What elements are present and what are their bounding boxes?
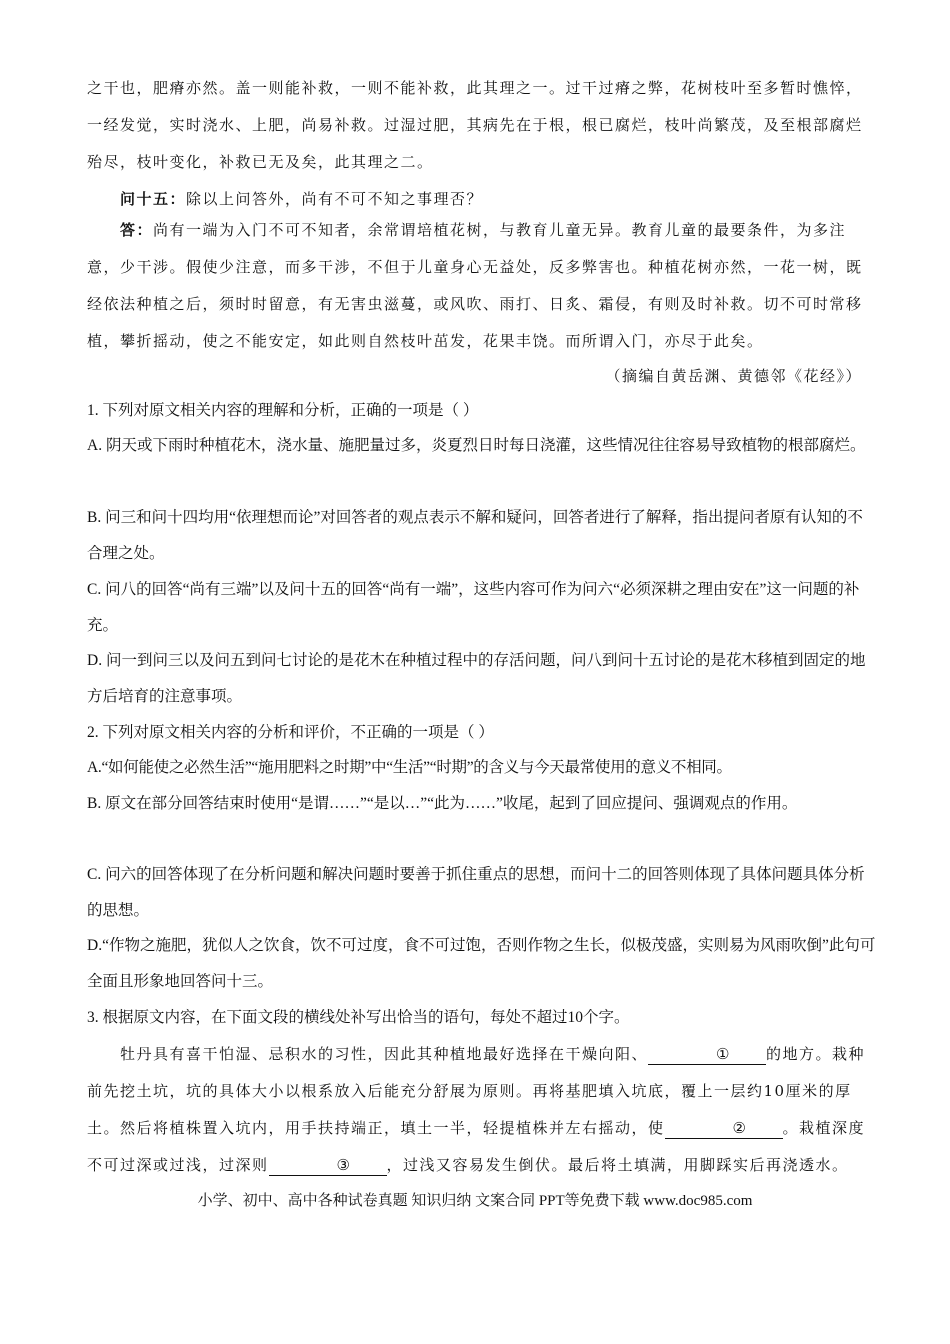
- passage-segment-4: ，过浅又容易发生倒伏。最后将土填满，用脚踩实后再浇透水。: [386, 1156, 849, 1174]
- fill-blank-1[interactable]: ①: [648, 1044, 766, 1065]
- question-3-stem: 3. 根据原文内容，在下面文段的横线处补写出恰当的语句，每处不超过10个字。: [87, 1009, 630, 1026]
- page-footer: 小学、初中、高中各种试卷真题 知识归纳 文案合同 PPT等免费下载 www.doc985.com: [197, 1193, 753, 1209]
- question-15-text: 除以上问答外，尚有不可不知之事理否？: [186, 190, 484, 208]
- question-1-stem: 1. 下列对原文相关内容的理解和分析，正确的一项是（ ）: [87, 402, 479, 419]
- passage-segment-2: 的地方。栽种前先挖土坑，坑的具体大小以根系放入后能充分舒展为原则。再将基肥填入坑底，覆上一层约10厘米的厚土。然后将植株置入坑内，用手扶持端正，填土一半，轻提植株并左右摇动，使: [87, 1045, 866, 1137]
- fill-blank-2[interactable]: ②: [665, 1118, 783, 1139]
- fill-blank-3[interactable]: ③: [269, 1155, 387, 1176]
- passage-text: 之干也，肥瘠亦然。盖一则能补救，一则不能补救，此其理之一。过干过瘠之弊，花树枝叶至多暂时憔悴，一经发觉，实时浇水、上肥，尚易补救。过湿过肥，其病先在于根，根已腐烂，枝叶尚繁茂，及至根部腐烂殆尽，枝叶变化，补救已无及矣，此其理之二。: [87, 79, 863, 171]
- answer-15: [87, 212, 877, 360]
- question-1-option-d: D. 问一到问三以及问五到问七讨论的是花木在种植过程中的存活问题，问八到问十五讨论的是花木移植到固定的地方后培育的注意事项。: [87, 652, 866, 705]
- question-2-option-c: C. 问六的回答体现了在分析问题和解决问题时要善于抓住重点的思想，而问十二的回答则体现了具体问题具体分析的思想。: [87, 866, 865, 919]
- question-1-option-b: B. 问三和问十四均用“依理想而论”对回答者的观点表示不解和疑问，回答者进行了解释，指出提问者原有认知的不合理之处。: [87, 509, 863, 562]
- question-2-option-a: A.“如何能使之必然生活”“施用肥料之时期”中“生活”“时期”的含义与今天最常使用的意义不相同。: [87, 759, 732, 776]
- passage-continuation: [87, 70, 877, 181]
- question-2-option-d: D.“作物之施肥，犹似人之饮食，饮不可过度，食不可过饱，否则作物之生长，似极茂盛，实则易为风雨吹倒”此句可全面且形象地回答问十三。: [87, 937, 876, 990]
- question-1-option-a: A. 阴天或下雨时种植花木，浇水量、施肥量过多，炎夏烈日时每日浇灌，这些情况往往容易导致植物的根部腐烂。: [87, 437, 866, 454]
- answer-15-text: 尚有一端为入门不可不知者，余常谓培植花树，与教育儿童无异。教育儿童的最要条件，为多注意，少干涉。假使少注意，而多干涉，不但于儿童身心无益处，反多弊害也。种植花树亦然，一花一树，既经依法种植之后，须时时留意，有无害虫滋蔓，或风吹、雨打、日炙、霜侵，有则及时补救。切不可时常移植，攀折摇动，使之不能安定，如此则自然枝叶茁发，花果丰饶。而所谓入门，亦尽于此矣。: [87, 221, 863, 350]
- question-15-label: 问十五：: [120, 190, 187, 208]
- answer-15-label: 答：: [120, 221, 154, 239]
- question-3-passage: [87, 1036, 877, 1184]
- question-2-option-b: B. 原文在部分回答结束时使用“是谓……”“是以…”“此为……”收尾，起到了回应提问、强调观点的作用。: [87, 795, 798, 812]
- question-2-stem: 2. 下列对原文相关内容的分析和评价，不正确的一项是（ ）: [87, 724, 494, 741]
- passage-segment-3: 。栽植深度不可过深或过浅，过深则: [87, 1119, 866, 1174]
- passage-segment-1: 牡丹具有喜干怕湿、忌积水的习性，因此其种植地最好选择在干燥向阳、: [120, 1045, 649, 1063]
- source-citation: （摘编自黄岳渊、黄德邻《花经》）: [605, 367, 862, 385]
- question-1-option-c: C. 问八的回答“尚有三端”以及问十五的回答“尚有一端”，这些内容可作为问六“必须深耕之理由安在”这一问题的补充。: [87, 581, 860, 634]
